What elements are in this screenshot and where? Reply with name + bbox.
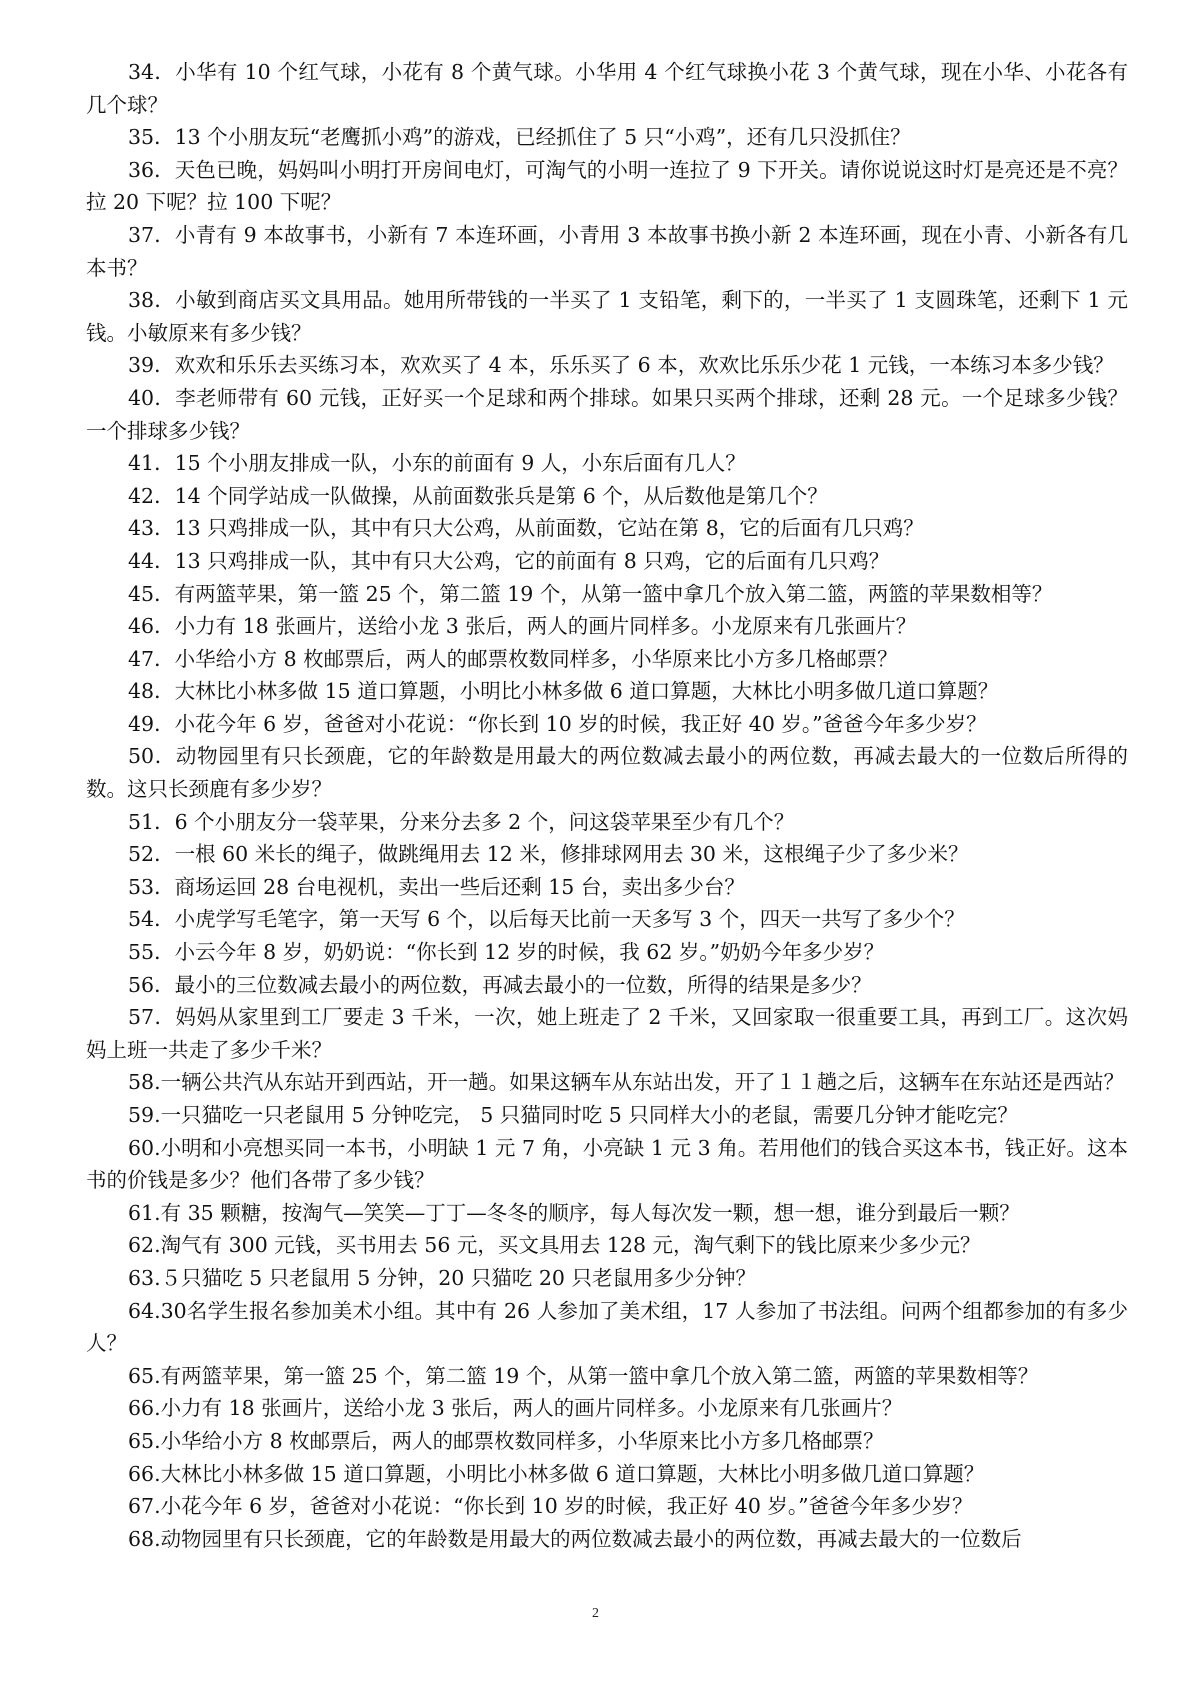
problem-item: 48．大林比小林多做 15 道口算题，小明比小林多做 6 道口算题，大林比小明多做几道口算题？ [128,679,999,704]
problem-item: 51．6 个小朋友分一袋苹果，分来分去多 2 个，问这袋苹果至少有几个？ [128,809,795,834]
problem-list [86,56,1128,1555]
problem-item: 41．15 个小朋友排成一队，小东的前面有 9 人，小东后面有几人？ [128,451,746,476]
page-number: 2 [592,1606,599,1621]
problem-item: 55．小云今年 8 岁，奶奶说：“你长到 12 岁的时候，我 62 岁。”奶奶今年多少岁？ [128,940,885,965]
problem-item: 57．妈妈从家里到工厂要走 3 千米，一次，她上班走了 2 千米，又回家取一很重要工具，再到工厂。这次妈妈上班一共走了多少千米？ [86,1005,1128,1062]
problem-item: 65.小华给小方 8 枚邮票后，两人的邮票枚数同样多，小华原来比小方多几格邮票？ [128,1428,884,1453]
problem-item: 66.大林比小林多做 15 道口算题，小明比小林多做 6 道口算题，大林比小明多做几道口算题？ [128,1461,985,1486]
problem-item: 54．小虎学写毛笔字，第一天写 6 个，以后每天比前一天多写 3 个，四天一共写了多少个？ [128,907,965,932]
problem-item: 66.小力有 18 张画片，送给小龙 3 张后，两人的画片同样多。小龙原来有几张画片？ [128,1396,903,1421]
problem-item: 52．一根 60 米长的绳子，做跳绳用去 12 米，修排球网用去 30 米，这根绳子少了多少米？ [128,842,969,867]
problem-item: 62.淘气有 300 元钱，买书用去 56 元，买文具用去 128 元，淘气剩下的钱比原来少多少元？ [128,1233,981,1258]
problem-item: 40．李老师带有 60 元钱，正好买一个足球和两个排球。如果只买两个排球，还剩 28 元。一个足球多少钱？一个排球多少钱？ [86,385,1128,443]
problem-item: 61.有 35 颗糖，按淘气—笑笑—丁丁—冬冬的顺序，每人每次发一颗，想一想，谁分到最后一颗？ [128,1200,1020,1225]
problem-item: 42．14 个同学站成一队做操，从前面数张兵是第 6 个，从后数他是第几个？ [128,483,828,508]
problem-item: 50．动物园里有只长颈鹿，它的年龄数是用最大的两位数减去最小的两位数，再减去最大的一位数后所得的数。这只长颈鹿有多少岁？ [86,744,1128,802]
problem-item: 67.小花今年 6 岁，爸爸对小花说：“你长到 10 岁的时候，我正好 40 岁。”爸爸今年多少岁？ [128,1494,973,1519]
problem-item: 46．小力有 18 张画片，送给小龙 3 张后，两人的画片同样多。小龙原来有几张画片？ [128,614,917,639]
problem-item: 37．小青有 9 本故事书，小新有 7 本连环画，小青用 3 本故事书换小新 2 本连环画，现在小青、小新各有几本书？ [86,222,1128,280]
problem-item: 58.一辆公共汽从东站开到西站，开一趟。如果这辆车从东站出发，开了１１趟之后，这辆车在东站还是西站？ [128,1070,1125,1095]
problem-item: 35．13 个小朋友玩“老鹰抓小鸡”的游戏，已经抓住了 5 只“小鸡”，还有几只没抓住？ [128,125,911,150]
problem-item: 38．小敏到商店买文具用品。她用所带钱的一半买了 1 支铅笔，剩下的，一半买了 1 支圆珠笔，还剩下 1 元钱。小敏原来有多少钱？ [86,288,1128,345]
problem-item: 34．小华有 10 个红气球，小花有 8 个黄气球。小华用 4 个红气球换小花 3 个黄气球，现在小华、小花各有几个球？ [86,60,1128,117]
problem-item: 53．商场运回 28 台电视机，卖出一些后还剩 15 台，卖出多少台？ [128,874,745,899]
problem-item: 43．13 只鸡排成一队，其中有只大公鸡，从前面数，它站在第 8，它的后面有几只鸡？ [128,516,924,541]
problem-item: 68.动物园里有只长颈鹿，它的年龄数是用最大的两位数减去最小的两位数，再减去最大的一位数后 [128,1526,1022,1551]
problem-item: 56．最小的三位数减去最小的两位数，再减去最小的一位数，所得的结果是多少？ [128,972,872,997]
problem-item: 47．小华给小方 8 枚邮票后，两人的邮票枚数同样多，小华原来比小方多几格邮票？ [128,646,898,671]
problem-item: 49．小花今年 6 岁，爸爸对小花说：“你长到 10 岁的时候，我正好 40 岁。”爸爸今年多少岁？ [128,711,987,736]
problem-item: 64.30名学生报名参加美术小组。其中有 26 人参加了美术组，17 人参加了书法组。问两个组都参加的有多少人？ [86,1298,1128,1356]
problem-item: 59.一只猫吃一只老鼠用 5 分钟吃完， 5 只猫同时吃 5 只同样大小的老鼠，需要几分钟才能吃完？ [128,1103,1018,1127]
problem-item: 63.５只猫吃 5 只老鼠用 5 分钟，20 只猫吃 20 只老鼠用多少分钟？ [128,1265,756,1290]
problem-item: 44．13 只鸡排成一队，其中有只大公鸡，它的前面有 8 只鸡，它的后面有几只鸡？ [128,548,890,573]
problem-item: 65.有两篮苹果，第一篮 25 个，第二篮 19 个，从第一篮中拿几个放入第二篮，两篮的苹果数相等？ [128,1363,1039,1388]
problem-item: 39．欢欢和乐乐去买练习本，欢欢买了 4 本，乐乐买了 6 本，欢欢比乐乐少花 1 元钱，一本练习本多少钱？ [128,353,1114,378]
problem-item: 60.小明和小亮想买同一本书，小明缺 1 元 7 角，小亮缺 1 元 3 角。若用他们的钱合买这本书，钱正好。这本书的价钱是多少？他们各带了多少钱？ [86,1135,1128,1193]
problem-item: 45．有两篮苹果，第一篮 25 个，第二篮 19 个，从第一篮中拿几个放入第二篮，两篮的苹果数相等？ [128,581,1053,606]
problem-item: 36．天色已晚，妈妈叫小明打开房间电灯，可淘气的小明一连拉了 9 下开关。请你说说这时灯是亮还是不亮？拉 20 下呢？拉 100 下呢？ [86,157,1128,215]
